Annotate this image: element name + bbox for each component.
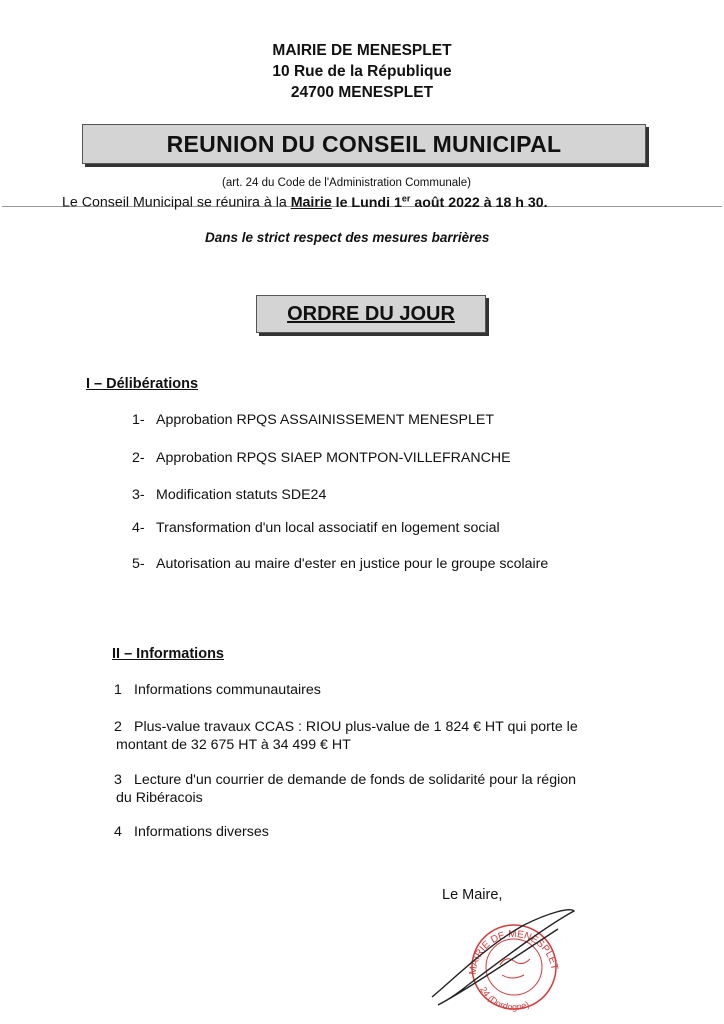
agenda-title: ORDRE DU JOUR [287,302,455,325]
stamp-inner-ring [486,939,542,995]
convocation-place: Mairie [290,194,332,211]
informations-heading: II – Informations [112,646,224,662]
meeting-title-box [82,124,646,164]
information-item: 2 Plus-value travaux CCAS : RIOU plus-value de 1 824 € HT qui porte le montant de 32 675 HT à 34 499 € HT [114,719,578,753]
meeting-title: REUNION DU CONSEIL MUNICIPAL [166,130,562,157]
information-item: 1 Informations communautaires [114,682,321,698]
mairie-name: MAIRIE DE MENESPLET [272,42,452,59]
agenda-title-box [256,295,486,333]
information-item: 4 Informations diverses [114,824,269,840]
mairie-street: 10 Rue de la République [272,63,452,80]
deliberation-item: 4- Transformation d'un local associatif en logement social [132,520,500,536]
deliberation-item: 3- Modification statuts SDE24 [132,487,327,503]
signature-label: Le Maire, [442,887,503,903]
stamp-text-top: MAIRIE DE MENESPLET [467,928,560,976]
convocation-text [62,193,548,211]
legal-reference: (art. 24 du Code de l'Administration Communale) [222,177,471,189]
information-item: 3 Lecture d'un courrier de demande de fonds de solidarité pour la région du Ribéracois [114,772,577,806]
convocation-date: le Lundi 1er août 2022 à 18 h 30. [331,193,548,211]
barrier-measures-note: Dans le strict respect des mesures barrières [205,230,490,245]
deliberations-heading: I – Délibérations [86,376,199,392]
deliberation-item: 2- Approbation RPQS SIAEP MONTPON-VILLEFRANCHE [132,450,511,466]
deliberation-item: 5- Autorisation au maire d'ester en justice pour le groupe scolaire [132,556,549,572]
stamp-emblem [500,959,530,978]
mayor-stamp-signature [428,905,578,1015]
deliberation-item: 1- Approbation RPQS ASSAINISSEMENT MENESPLET [132,412,495,428]
mairie-city: 24700 MENESPLET [290,84,434,101]
stamp-text-bottom: 24 (Dordogne) [478,984,531,1013]
convocation-prefix: Le Conseil Municipal se réunira à la [62,194,291,211]
